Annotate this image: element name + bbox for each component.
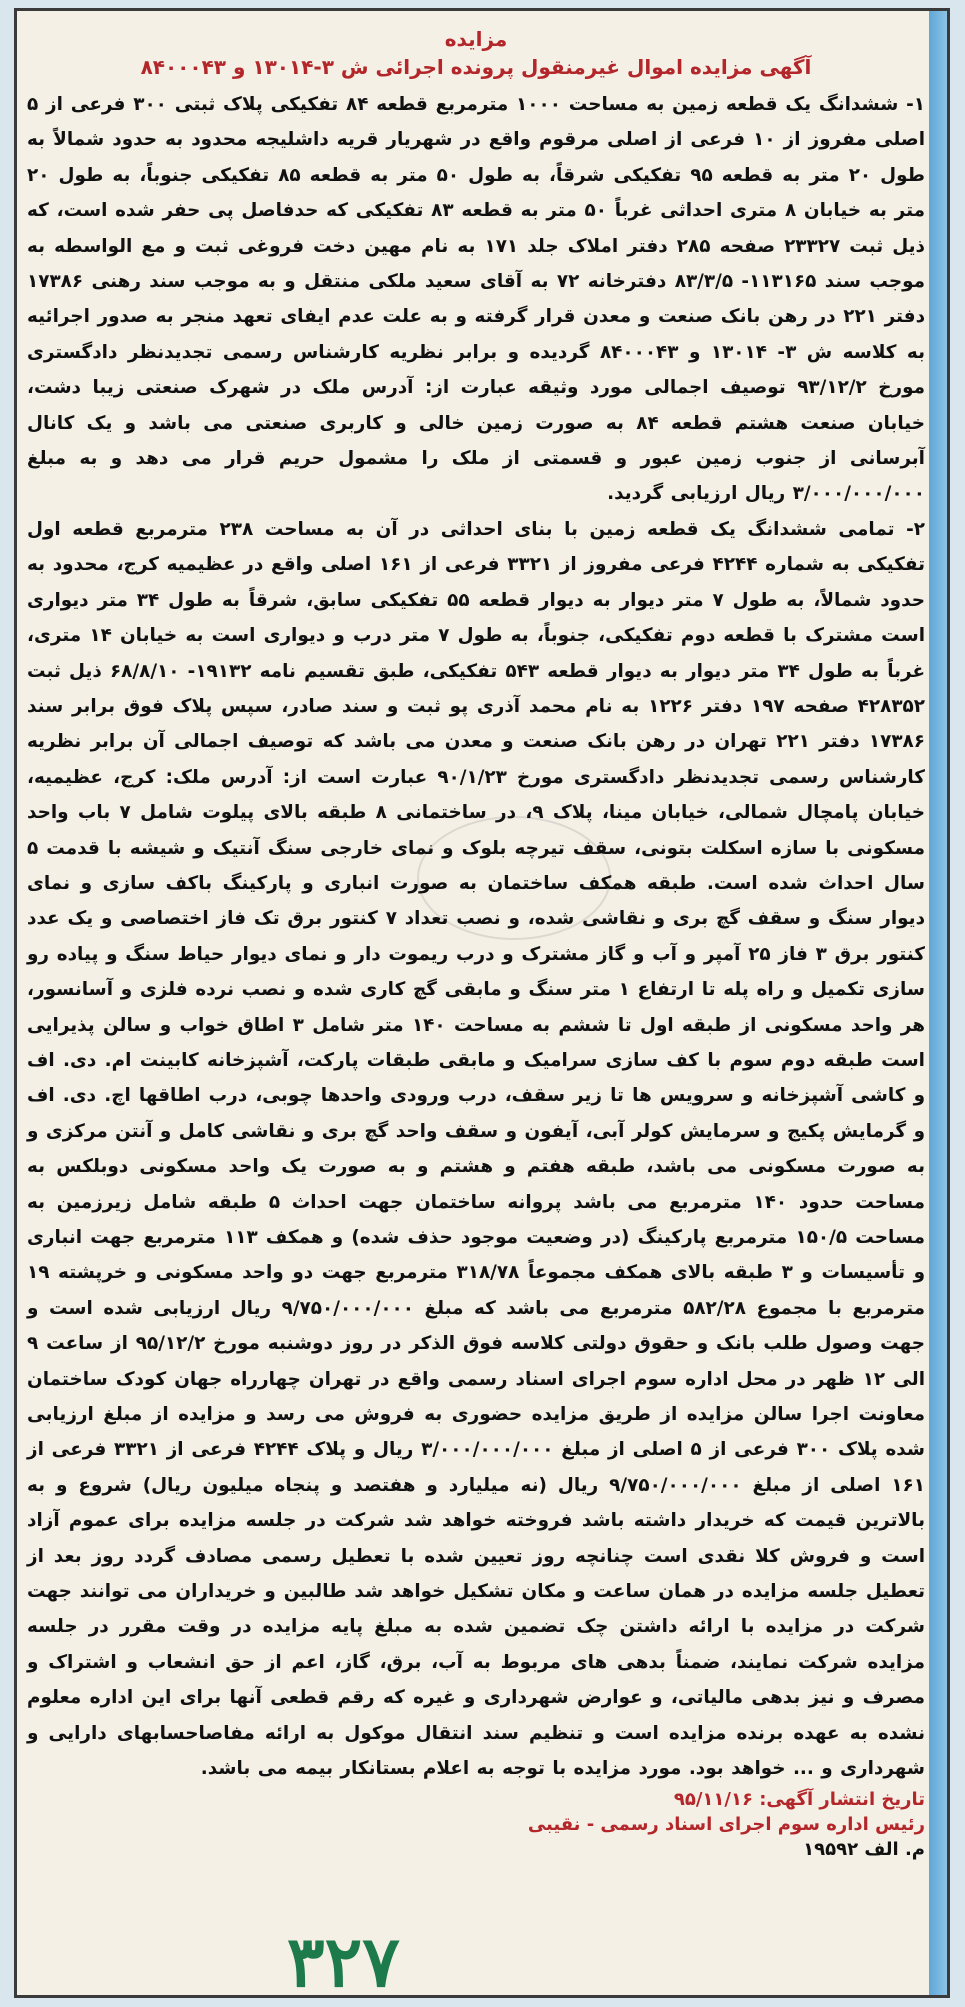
notice-content xyxy=(27,21,925,1985)
notice-paragraph-2: ۲- تمامی ششدانگ یک قطعه زمین با بنای احداثی در آن به مساحت ۲۳۸ مترمربع قطعه اول تفکیکی به شماره ۴۲۴۴ فرعی مفروز از ۳۳۲۱ فرعی از ۱۶۱ اصلی واقع در عظیمیه کرج، محدود به حدود شمالاً، به طول ۷ متر دیوار به دیوار قطعه ۵۵ تفکیکی سابق، شرقاً به طول ۳۴ متر دیواری است مشترک با قطعه دوم تفکیکی، جنوباً، به طول ۷ متر درب و دیواری است به خیابان ۱۴ متری، غرباً به طول ۳۴ متر دیوار به دیوار قطعه ۵۴۳ تفکیکی، طبق تقسیم نامه ۱۹۱۳۲- ۶۸/۸/۱۰ ذیل ثبت ۴۲۸۳۵۲ صفحه ۱۹۷ دفتر ۱۲۲۶ به نام محمد آذری پو ثبت و سند صادر، سپس پلاک فوق برابر سند ۱۷۳۸۶ دفتر ۲۲۱ تهران در رهن بانک صنعت و معدن می باشد که توصیف اجمالی آن برابر نظریه کارشناس رسمی تجدیدنظر دادگستری مورخ ۹۰/۱/۲۳ عبارت است از: آدرس ملک: کرج، عظیمیه، خیابان پامچال شمالی، خیابان مینا، پلاک ۹، در ساختمانی ۸ طبقه بالای پیلوت شامل ۷ باب واحد مسکونی با سازه اسکلت بتونی، سقف تیرچه بلوک و نمای خارجی سنگ آنتیک و شیشه با قدمت ۵ سال احداث شده است. طبقه همکف ساختمان به صورت انباری و پارکینگ باکف سازی و نمای دیوار سنگ و سقف گچ بری و نقاشی شده، و نصب تعداد ۷ کنتور برق تک فاز اختصاصی و یک عدد کنتور برق ۳ فاز ۲۵ آمپر و آب و گاز مشترک و درب ریموت دار و نمای دیوار حیاط سنگ و پیاده رو سازی تکمیل و راه پله تا ارتفاع ۱ متر سنگ و مابقی گچ کاری شده و نصب نرده فلزی و آسانسور، هر واحد مسکونی از طبقه اول تا ششم به مساحت ۱۴۰ متر شامل ۳ اطاق خواب و سالن پذیرایی است طبقه دوم سوم با کف سازی سرامیک و مابقی طبقات پارکت، آشپزخانه کابینت ام. دی. اف و کاشی آشپزخانه و سرویس ها تا زیر سقف، درب ورودی واحدها چوبی، درب اطاقها اچ. دی. اف و گرمایش پکیج و سرمایش کولر آبی، آیفون و سقف واحد گچ بری و نقاشی کامل و آنتن مرکزی و به صورت مسکونی می باشد، طبقه هفتم و هشتم و به صورت یک واحد مسکونی دوبلکس به مساحت حدود ۱۴۰ مترمربع می باشد پروانه ساختمان جهت احداث ۵ طبقه شامل زیرزمین به مساحت ۱۵۰/۵ مترمربع پارکینگ (در وضعیت موجود حذف شده) و همکف ۱۱۳ مترمربع جهت انباری و تأسیسات و ۳ طبقه بالای همکف مجموعاً ۳۱۸/۷۸ مترمربع جهت دو واحد مسکونی و خرپشته ۱۹ مترمربع با مجموع ۵۸۲/۲۸ مترمربع می باشد که مبلغ ۹/۷۵۰/۰۰۰/۰۰۰ ریال ارزیابی شده است و جهت وصول طلب بانک و حقوق دولتی کلاسه فوق الذکر در روز دوشنبه مورخ ۹۵/۱۲/۲ از ساعت ۹ الی ۱۲ ظهر در محل اداره سوم اجرای اسناد رسمی واقع در تهران چهارراه جهان کودک ساختمان معاونت اجرا سالن مزایده از طریق مزایده حضوری به فروش می رسد و مزایده از مبلغ ارزیابی شده پلاک ۳۰۰ فرعی از ۵ اصلی از مبلغ ۳/۰۰۰/۰۰۰/۰۰۰ ریال و پلاک ۴۲۴۴ فرعی از ۳۳۲۱ فرعی از ۱۶۱ اصلی از مبلغ ۹/۷۵۰/۰۰۰/۰۰۰ ریال (نه میلیارد و هفتصد و پنجاه میلیون ریال) شروع و به بالاترین قیمت که خریدار داشته باشد فروخته خواهد شد شرکت در جلسه مزایده برای عموم آزاد است و فروش کلا نقدی است چنانچه روز تعیین شده با تعطیل رسمی مصادف گردد روز بعد از تعطیل جلسه مزایده در همان ساعت و مکان تشکیل خواهد شد طالبین و خریداران می توانند جهت شرکت در مزایده با ارائه داشتن چک تضمین شده به مبلغ پایه مزایده در وقت مقرر در جلسه مزایده شرکت نمایند، ضمناً بدهی های مربوط به آب، برق، گاز، اعم از حق انشعاب و اشتراک و مصرف و نیز بدهی مالیاتی، و عوارض شهرداری و غیره که رقم قطعی آنها برای این اداره معلوم نشده به عهده برنده مزایده است و تنظیم سند انتقال موکول به ارائه مفاصاحسابهای دارایی و شهرداری و ... خواهد بود. مورد مزایده با توجه به اعلام بستانکار بیمه می باشد. xyxy=(27,518,926,1780)
notice-code: م. الف ۱۹۵۹۲ xyxy=(803,1838,925,1860)
notice-title: مزایده xyxy=(444,27,508,51)
notice-sheet xyxy=(14,8,950,1998)
blue-border xyxy=(929,11,947,1995)
publish-date: تاریخ انتشار آگهی: ۹۵/۱۱/۱۶ xyxy=(673,1788,925,1810)
handwritten-number: ۳۲۷ xyxy=(287,1920,400,1998)
notice-paragraph-1: ۱- ششدانگ یک قطعه زمین به مساحت ۱۰۰۰ مترمربع قطعه ۸۴ تفکیکی پلاک ثبتی ۳۰۰ فرعی از ۵ اصلی مفروز از ۱۰ فرعی از اصلی مرقوم واقع در شهریار قریه داشلیجه محدود به حدود شمالاً به طول ۲۰ متر به قطعه ۹۵ تفکیکی شرقاً، به طول ۵۰ متر به قطعه ۸۵ تفکیکی جنوباً، به طول ۲۰ متر به خیابان ۸ متری احداثی غرباً ۵۰ متر به قطعه ۸۳ تفکیکی که حدفاصل پی حفر شده است، که ذیل ثبت ۲۳۳۲۷ صفحه ۲۸۵ دفتر املاک جلد ۱۷۱ به نام مهین دخت فروغی ثبت و مع الواسطه به موجب سند ۱۱۳۱۶۵- ۸۳/۳/۵ دفترخانه ۷۲ به آقای سعید ملکی منتقل و به موجب سند رهنی ۱۷۳۸۶ دفتر ۲۲۱ در رهن بانک صنعت و معدن قرار گرفته و به علت عدم ایفای تعهد منجر به صدور اجرائیه به کلاسه ش ۳- ۱۳۰۱۴ و ۸۴۰۰۰۴۳ گردیده و برابر نظریه کارشناس رسمی تجدیدنظر دادگستری مورخ ۹۳/۱۲/۲ توصیف اجمالی مورد وثیقه عبارت از: آدرس ملک در شهرک صنعتی زیبا دشت، خیابان صنعت هشتم قطعه ۸۴ به صورت زمین خالی و کاربری صنعتی می باشد و یک کانال آبرسانی از جنوب زمین عبور و قسمتی از ملک را مشمول حریم قرار می دهد و به مبلغ ۳/۰۰۰/۰۰۰/۰۰۰ ریال ارزیابی گردید. xyxy=(27,94,926,505)
signature-line: رئیس اداره سوم اجرای اسناد رسمی - نقیبی xyxy=(527,1813,925,1835)
notice-subtitle: آگهی مزایده اموال غیرمنقول پرونده اجرائی ش ۳-۱۳۰۱۴ و ۸۴۰۰۰۴۳ xyxy=(140,55,812,79)
